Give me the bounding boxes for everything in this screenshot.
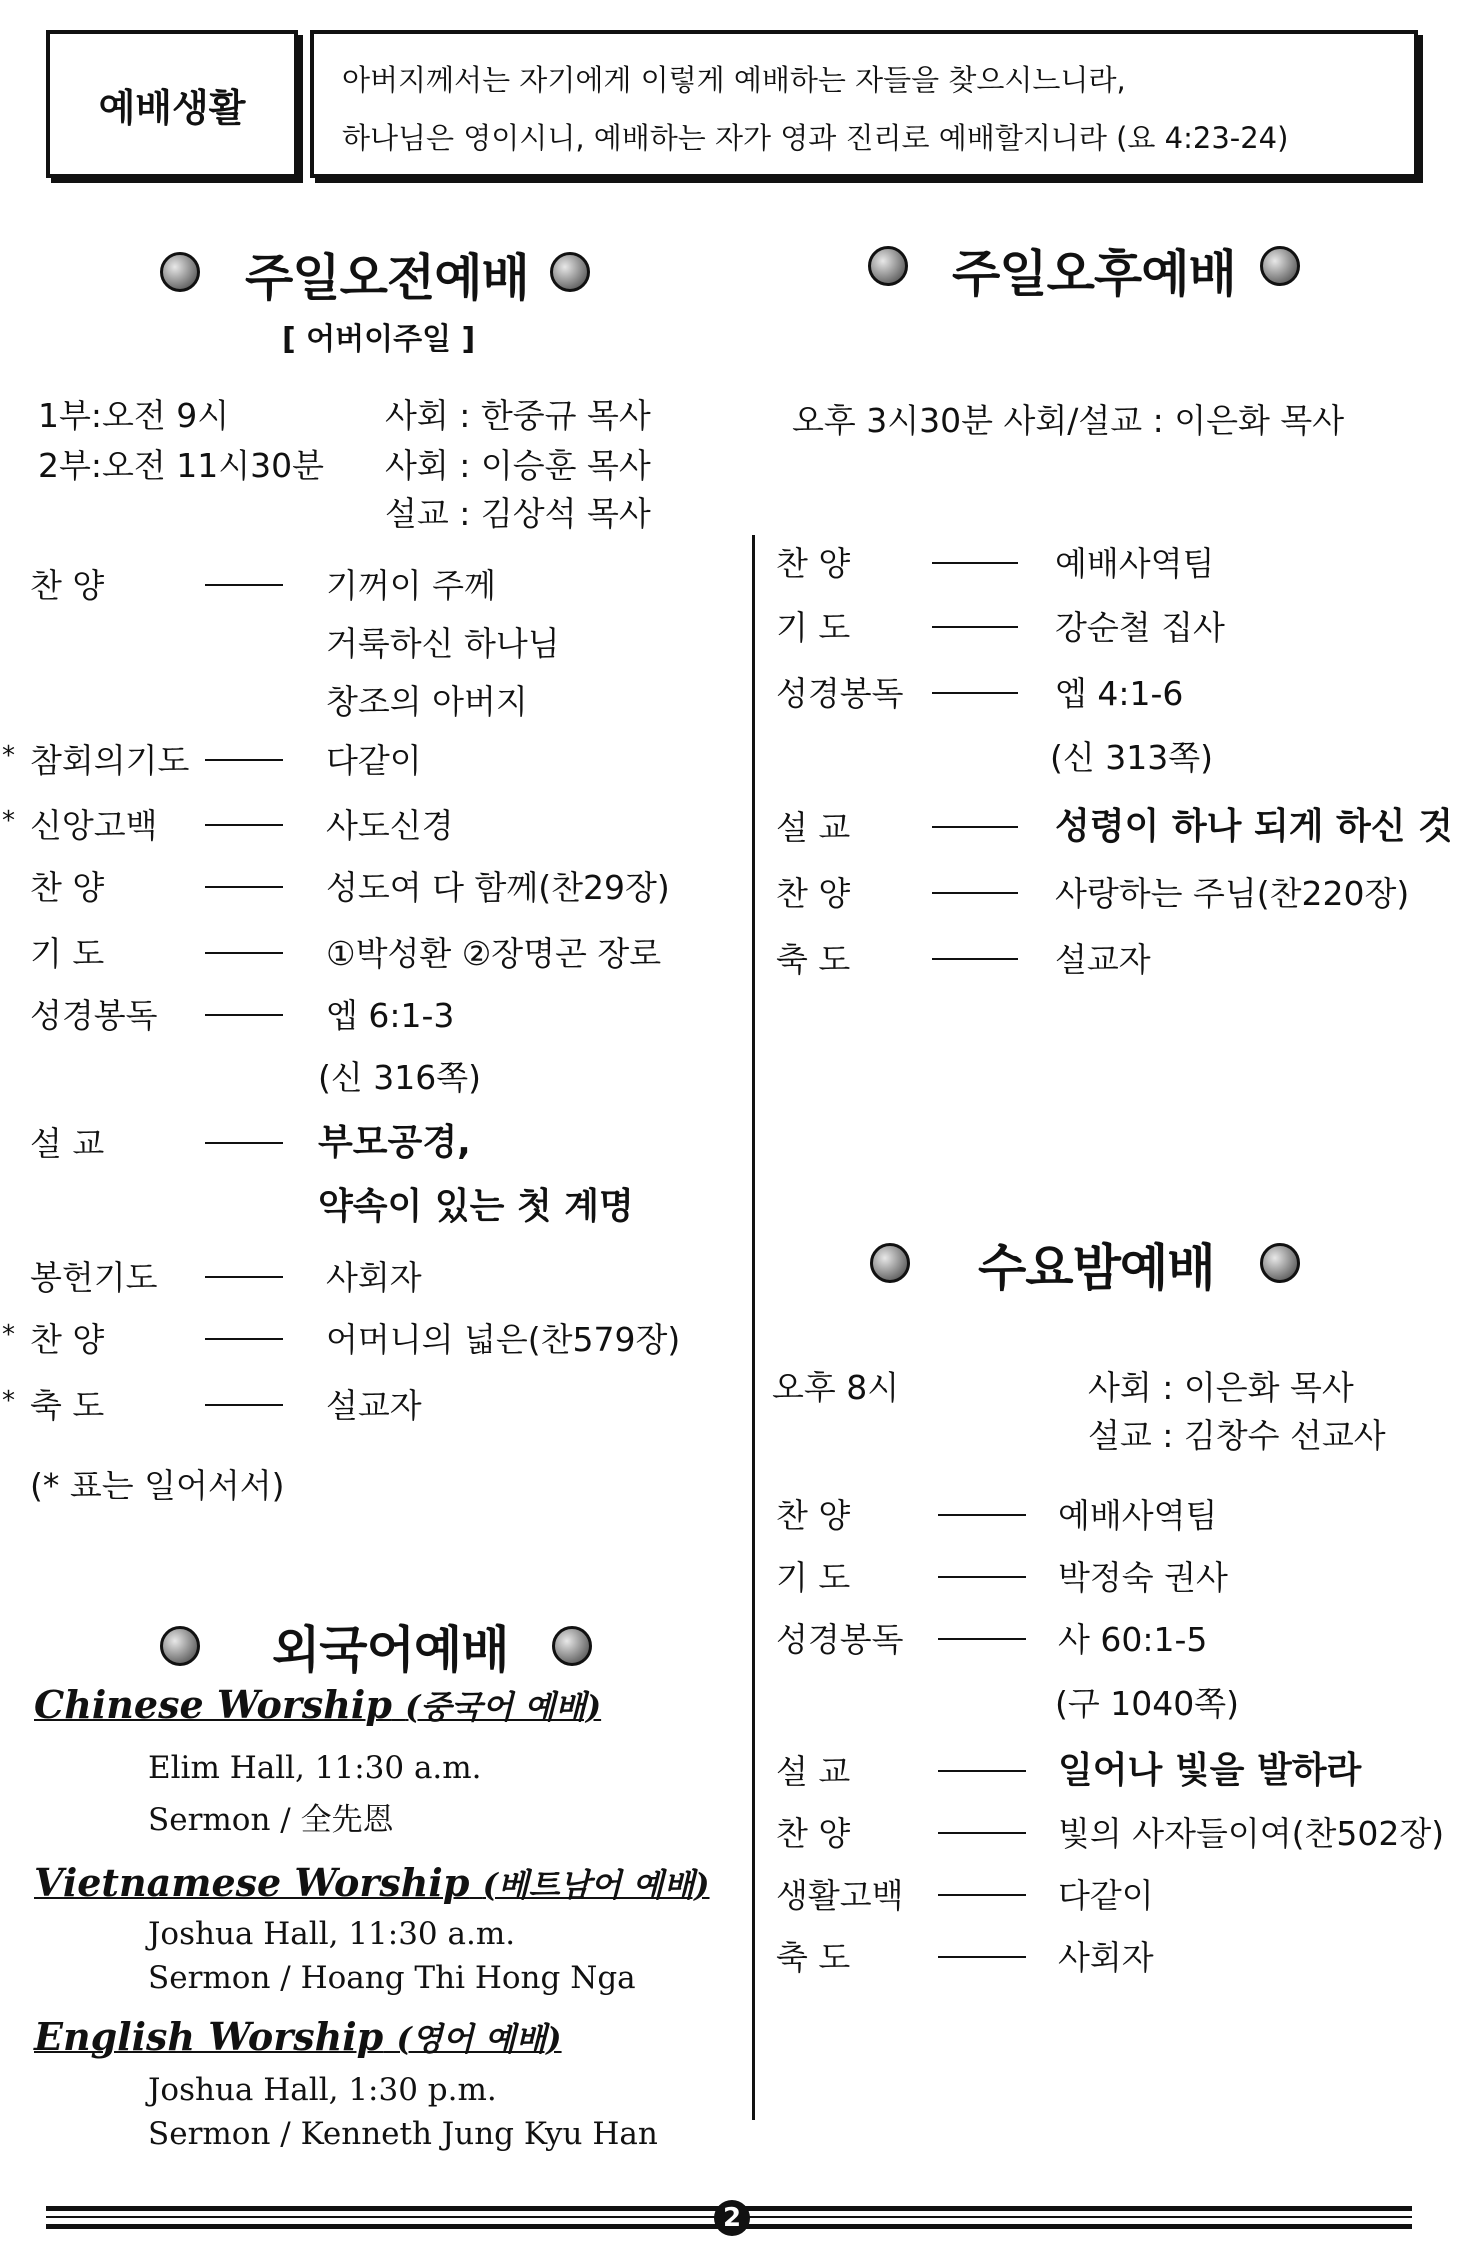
dash-line: [205, 584, 283, 586]
foreign-service-name-kr: (중국어 예배): [405, 1688, 602, 1726]
order-item-name: 기 도: [776, 608, 851, 647]
order-item-value: 사회자: [326, 1258, 422, 1297]
order-item-value: 다같이: [1058, 1876, 1154, 1915]
foreign-service-heading: [34, 1860, 710, 1906]
order-item-name: 설 교: [30, 1124, 105, 1163]
bullet-circle-icon: [552, 1626, 592, 1666]
order-item-name: 신앙고백: [30, 806, 158, 845]
order-item-name: 찬 양: [776, 544, 851, 583]
foreign-service-sermon: Sermon / Hoang Thi Hong Nga: [148, 1960, 636, 1996]
dash-line: [938, 1638, 1026, 1640]
bullet-circle-icon: [870, 1243, 910, 1283]
foreign-service-title: 외국어예배: [272, 1621, 509, 1679]
wednesday-preacher: 설교 : 김창수 선교사: [1088, 1416, 1386, 1455]
bullet-circle-icon: [550, 252, 590, 292]
foreign-service-name: English Worship: [34, 2014, 384, 2059]
order-item-value: 설교자: [1055, 940, 1151, 979]
order-item-value: 성도여 다 함께(찬29장): [326, 868, 670, 907]
order-item-name: 축 도: [30, 1386, 105, 1425]
dash-line: [938, 1576, 1026, 1578]
order-item-value: 기꺼이 주께: [326, 566, 496, 605]
order-item-value: 빛의 사자들이여(찬502장): [1058, 1814, 1445, 1853]
foreign-service-name-kr: (영어 예배): [396, 2020, 562, 2058]
dash-line: [932, 692, 1018, 694]
dash-line: [205, 1338, 283, 1340]
wednesday-role: 사회 : 이은화 목사: [1088, 1368, 1354, 1407]
morning-role-1: 사회 : 한중규 목사: [385, 396, 651, 435]
order-item-name: 생활고백: [776, 1876, 904, 1915]
morning-time-1: 1부:오전 9시: [38, 396, 230, 435]
dash-line: [205, 952, 283, 954]
foreign-service-place: Joshua Hall, 11:30 a.m.: [148, 1916, 516, 1952]
morning-service-title: 주일오전예배: [245, 249, 529, 307]
dash-line: [932, 562, 1018, 564]
dash-line: [205, 1404, 283, 1406]
order-item-name: 찬 양: [30, 1320, 105, 1359]
dash-line: [938, 1514, 1026, 1516]
order-item-name: 찬 양: [30, 566, 105, 605]
standing-mark: *: [2, 1320, 15, 1350]
bullet-circle-icon: [1260, 246, 1300, 286]
foreign-service-sermon: Sermon / Kenneth Jung Kyu Han: [148, 2116, 658, 2152]
afternoon-service-title: 주일오후예배: [952, 245, 1236, 303]
order-item-name: 설 교: [776, 1752, 851, 1791]
order-item-name: 참회의기도: [30, 741, 190, 780]
order-item-name: 축 도: [776, 940, 851, 979]
dash-line: [932, 826, 1018, 828]
dash-line: [205, 824, 283, 826]
dash-line: [205, 1014, 283, 1016]
order-item-name: 설 교: [776, 808, 851, 847]
foreign-service-sermon: Sermon / 全先恩: [148, 1802, 394, 1838]
foreign-service-place: Elim Hall, 11:30 a.m.: [148, 1750, 482, 1786]
order-item-value: 엡 4:1-6: [1055, 674, 1184, 713]
standing-mark: *: [2, 806, 15, 836]
sermon-title: 약속이 있는 첫 계명: [318, 1186, 634, 1227]
order-item-name: 성경봉독: [776, 1620, 904, 1659]
order-item-value: 창조의 아버지: [326, 682, 528, 721]
standing-mark: *: [2, 741, 15, 771]
sermon-title: 일어나 빛을 발하라: [1058, 1750, 1362, 1791]
order-item-value: ①박성환 ②장명곤 장로: [326, 934, 662, 973]
order-item-value: 예배사역팀: [1055, 544, 1215, 583]
verse-line-1: 아버지께서는 자기에게 이렇게 예배하는 자들을 찾으시느니라,: [342, 63, 1126, 97]
bullet-circle-icon: [160, 1626, 200, 1666]
dash-line: [205, 759, 283, 761]
order-item-value: 강순철 집사: [1055, 608, 1225, 647]
order-item-name: 축 도: [776, 1938, 851, 1977]
foreign-service-name: Chinese Worship: [34, 1682, 392, 1727]
morning-service-subtitle: [ 어버이주일 ]: [282, 322, 476, 357]
verse-box: [310, 30, 1418, 178]
morning-role-2: 사회 : 이승훈 목사: [385, 446, 651, 485]
page-number: 2: [714, 2200, 750, 2236]
dash-line: [205, 1142, 283, 1144]
order-item-value: (구 1040쪽): [1055, 1684, 1239, 1723]
order-item-name: 기 도: [30, 934, 105, 973]
standing-note: (* 표는 일어서서): [30, 1466, 285, 1505]
order-item-value: 사회자: [1058, 1938, 1154, 1977]
section-title: 예배생활: [98, 85, 246, 130]
dash-line: [938, 1956, 1026, 1958]
foreign-service-heading: [34, 2014, 562, 2060]
bullet-circle-icon: [868, 246, 908, 286]
order-item-value: 박정숙 권사: [1058, 1558, 1228, 1597]
morning-preacher: 설교 : 김상석 목사: [385, 494, 651, 533]
dash-line: [205, 1276, 283, 1278]
order-item-value: (신 316쪽): [318, 1058, 481, 1097]
dash-line: [932, 958, 1018, 960]
dash-line: [932, 892, 1018, 894]
order-item-value: 사랑하는 주님(찬220장): [1055, 874, 1410, 913]
order-item-value: 예배사역팀: [1058, 1496, 1218, 1535]
column-divider: [752, 535, 755, 2120]
order-item-name: 찬 양: [776, 874, 851, 913]
wednesday-time: 오후 8시: [772, 1368, 900, 1407]
order-item-value: 사도신경: [326, 806, 454, 845]
foreign-service-place: Joshua Hall, 1:30 p.m.: [148, 2072, 497, 2108]
order-item-name: 찬 양: [776, 1814, 851, 1853]
dash-line: [938, 1894, 1026, 1896]
order-item-name: 찬 양: [30, 868, 105, 907]
dash-line: [938, 1832, 1026, 1834]
order-item-name: 성경봉독: [776, 674, 904, 713]
wednesday-service-title: 수요밤예배: [978, 1239, 1215, 1297]
order-item-value: 사 60:1-5: [1058, 1620, 1208, 1659]
order-item-value: 설교자: [326, 1386, 422, 1425]
afternoon-info: 오후 3시30분 사회/설교 : 이은화 목사: [792, 401, 1345, 440]
bullet-circle-icon: [160, 252, 200, 292]
order-item-value: 어머니의 넓은(찬579장): [326, 1320, 681, 1359]
bullet-circle-icon: [1260, 1243, 1300, 1283]
foreign-service-name-kr: (베트남어 예배): [482, 1866, 710, 1904]
order-item-name: 봉헌기도: [30, 1258, 158, 1297]
order-item-value: 다같이: [326, 741, 422, 780]
dash-line: [938, 1770, 1026, 1772]
foreign-service-name: Vietnamese Worship: [34, 1860, 470, 1905]
order-item-name: 성경봉독: [30, 996, 158, 1035]
order-item-name: 찬 양: [776, 1496, 851, 1535]
standing-mark: *: [2, 1386, 15, 1416]
order-item-value: 거룩하신 하나님: [326, 624, 560, 663]
order-item-name: 기 도: [776, 1558, 851, 1597]
dash-line: [932, 626, 1018, 628]
order-item-value: 엡 6:1-3: [326, 996, 455, 1035]
section-title-box: [46, 30, 298, 178]
sermon-title: 성령이 하나 되게 하신 것: [1055, 806, 1453, 847]
dash-line: [205, 886, 283, 888]
verse-line-2: 하나님은 영이시니, 예배하는 자가 영과 진리로 예배할지니라 (요 4:23-24): [342, 121, 1289, 155]
sermon-title: 부모공경,: [318, 1122, 471, 1163]
order-item-value: (신 313쪽): [1050, 738, 1213, 777]
foreign-service-heading: [34, 1682, 601, 1728]
morning-time-2: 2부:오전 11시30분: [38, 446, 324, 485]
